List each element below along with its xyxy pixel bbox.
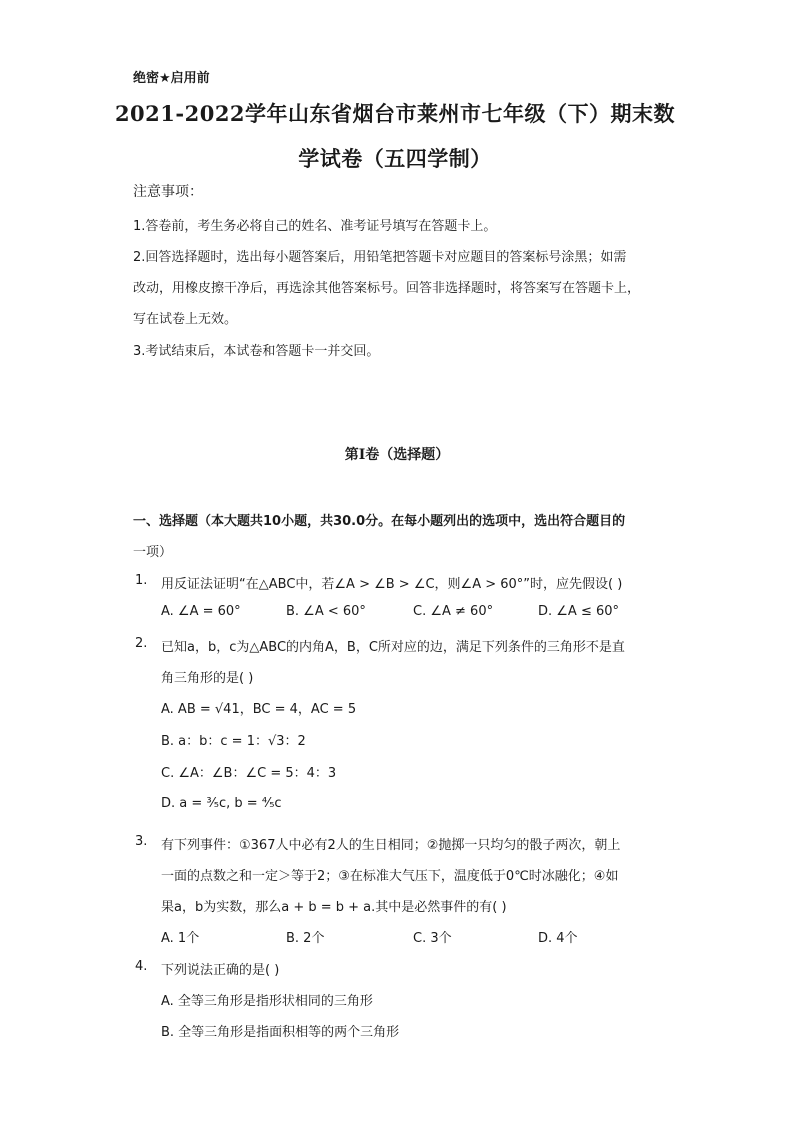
question-3-option-b: B. 2个: [286, 931, 325, 946]
question-1-number: 1.: [135, 573, 148, 588]
question-1-option-c: C. ∠A ≠ 60°: [413, 604, 494, 619]
question-3-option-c: C. 3个: [413, 931, 452, 946]
question-4-option-b: B. 全等三角形是指面积相等的两个三角形: [161, 1025, 400, 1040]
question-2-option-b: B. a：b：c = 1：√3：2: [161, 734, 306, 749]
notice-item-2-line2: 改动，用橡皮擦干净后，再选涂其他答案标号。回答非选择题时，将答案写在答题卡上，: [133, 281, 641, 296]
secret-label: 绝密★启用前: [133, 71, 210, 86]
notice-item-2-line3: 写在试卷上无效。: [133, 312, 238, 327]
question-2-option-d: D. a = ³⁄₅c, b = ⁴⁄₅c: [161, 796, 282, 811]
question-3-text-line3: 果a，b为实数，那么a + b = b + a.其中是必然事件的有( ): [161, 900, 507, 915]
notice-heading: 注意事项：: [133, 184, 203, 200]
notice-item-1: 1.答卷前，考生务必将自己的姓名、准考证号填写在答题卡上。: [133, 219, 497, 234]
question-3-option-d: D. 4个: [538, 931, 578, 946]
question-1-option-d: D. ∠A ≤ 60°: [538, 604, 620, 619]
question-4-text: 下列说法正确的是( ): [161, 963, 280, 978]
question-2-option-a: A. AB = √41，BC = 4，AC = 5: [161, 702, 357, 717]
question-3-option-a: A. 1个: [161, 931, 200, 946]
exam-title-line2: 学试卷（五四学制）: [298, 146, 492, 171]
question-1-text: 用反证法证明“在△ABC中，若∠A > ∠B > ∠C，则∠A > 60°”时，应先假设( ): [161, 577, 623, 592]
question-4-number: 4.: [135, 959, 148, 974]
part-title: 第I卷（选择题）: [344, 447, 450, 463]
section-heading-line1: 一、选择题（本大题共10小题，共30.0分。在每小题列出的选项中，选出符合题目的: [133, 514, 626, 529]
question-3-number: 3.: [135, 834, 148, 849]
question-2-number: 2.: [135, 636, 148, 651]
exam-title-line1: 2021-2022学年山东省烟台市莱州市七年级（下）期末数: [114, 101, 676, 126]
question-4-option-a: A. 全等三角形是指形状相同的三角形: [161, 994, 373, 1009]
question-2-text-line1: 已知a，b，c为△ABC的内角A，B，C所对应的边，满足下列条件的三角形不是直: [161, 640, 625, 655]
question-2-text-line2: 角三角形的是( ): [161, 671, 254, 686]
question-3-text-line2: 一面的点数之和一定＞等于2；③在标准大气压下，温度低于0℃时冰融化；④如: [161, 869, 619, 884]
question-3-text-line1: 有下列事件：①367人中必有2人的生日相同；②抛掷一只均匀的骰子两次，朝上: [161, 838, 621, 853]
notice-item-3: 3.考试结束后，本试卷和答题卡一并交回。: [133, 344, 380, 359]
section-heading-line2: 一项）: [133, 545, 173, 560]
question-1-option-a: A. ∠A = 60°: [161, 604, 241, 619]
notice-item-2-line1: 2.回答选择题时，选出每小题答案后，用铅笔把答题卡对应题目的答案标号涂黑；如需: [133, 250, 627, 265]
question-1-option-b: B. ∠A < 60°: [286, 604, 366, 619]
question-2-option-c: C. ∠A：∠B：∠C = 5：4：3: [161, 766, 337, 781]
